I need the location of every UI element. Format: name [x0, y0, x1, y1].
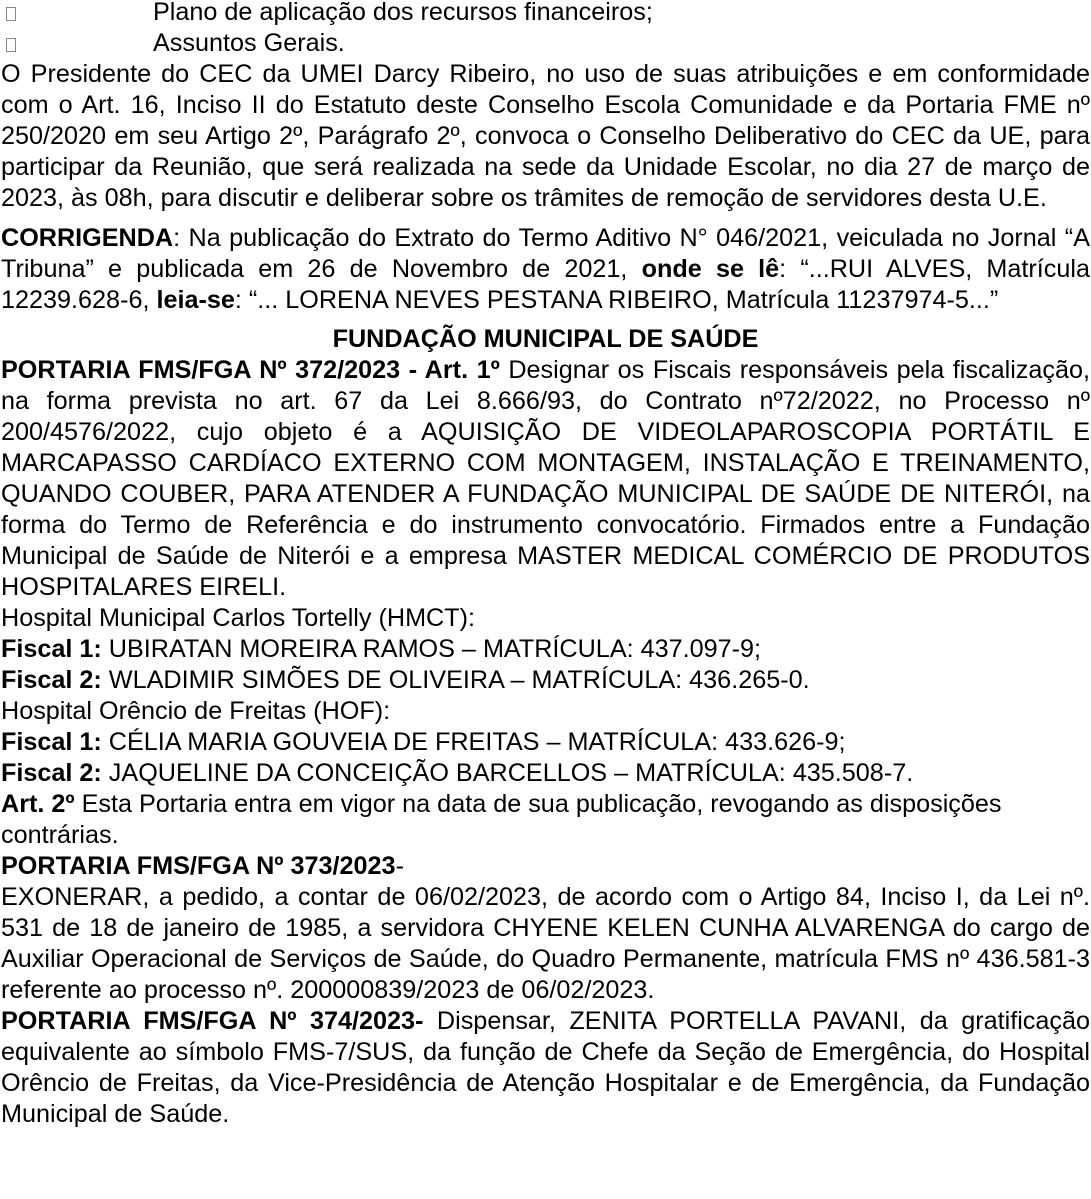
onde-se-le-label: onde se lê — [641, 255, 780, 283]
portaria-373-dash: - — [395, 852, 404, 880]
bullet-box-icon — [6, 7, 16, 21]
hof-fiscal-2 — [1, 758, 1090, 789]
fiscal-value: WLADIMIR SIMÕES DE OLIVEIRA – MATRÍCULA: 436.265-0. — [101, 666, 810, 694]
art-2-text: Esta Portaria entra em vigor na data de sua publicação, revogando as disposições contrárias. — [1, 790, 1002, 849]
leia-se-label: leia-se — [156, 286, 235, 314]
portaria-374-paragraph — [1, 1006, 1090, 1130]
list-item — [1, 0, 1090, 28]
corrigenda-label: CORRIGENDA — [1, 224, 174, 252]
hof-fiscal-1 — [1, 727, 1090, 758]
corrigenda-text-3: : “... LORENA NEVES PESTANA RIBEIRO, Matrícula 11237974-5...” — [234, 286, 999, 314]
fiscal-label: Fiscal 1: — [1, 635, 102, 663]
bullet-box-icon — [6, 38, 16, 52]
portaria-373-heading: PORTARIA FMS/FGA Nº 373/2023 — [1, 852, 396, 880]
portaria-373-text: EXONERAR, a pedido, a contar de 06/02/2023, de acordo com o Artigo 84, Inciso I, da Lei nº. 531 de 18 de janeiro de 1985, a servidora CHYENE KELEN CUNHA ALVARENGA do cargo de Auxiliar Operacional de Serviços de Saúde, do Quadro Permanente, matrícula FMS nº 436.581-3 referente ao processo nº. 200000839/2023 de 06/02/2023. — [1, 883, 1090, 1004]
portaria-372-heading: PORTARIA FMS/FGA Nº 372/2023 - Art. 1º — [1, 356, 500, 384]
fiscal-value: CÉLIA MARIA GOUVEIA DE FREITAS – MATRÍCULA: 433.626-9; — [101, 728, 846, 756]
hmct-fiscal-1 — [1, 634, 1090, 665]
portaria-374-heading: PORTARIA FMS/FGA Nº 374/2023- — [1, 1007, 424, 1035]
corrigenda-text-2: : “...RUI ALVES, Matrícula 12239.628-6, — [1, 255, 1091, 314]
portaria-372-text: Designar os Fiscais responsáveis pela fiscalização, na forma prevista no art. 67 da Lei 8.666/93, do Contrato nº72/2022, no Processo nº 200/4576/2022, cujo objeto é a AQUISIÇÃO DE VIDEOLAPAROSCOPIA PORTÁTIL E MARCAPASSO CARDÍACO EXTERNO COM MONTAGEM, INSTALAÇÃO E TREINAMENTO, QUANDO COUBER, PARA ATENDER A FUNDAÇÃO MUNICIPAL DE SAÚDE DE NITERÓI, na forma do Termo de Referência e do instrumento convocatório. Firmados entre a Fundação Municipal de Saúde de Niterói e a empresa MASTER MEDICAL COMÉRCIO DE PRODUTOS HOSPITALARES EIRELI. — [1, 356, 1090, 601]
fiscal-label: Fiscal 2: — [1, 759, 102, 787]
section-title: FUNDAÇÃO MUNICIPAL DE SAÚDE — [332, 325, 759, 353]
hmct-fiscal-2 — [1, 665, 1090, 696]
portaria-372-paragraph — [1, 355, 1090, 603]
hospital-hof-heading: Hospital Orêncio de Freitas (HOF): — [1, 697, 391, 725]
hospital-hmct-heading: Hospital Municipal Carlos Tortelly (HMCT): — [1, 604, 476, 632]
list-item-text: Assuntos Gerais. — [153, 29, 345, 57]
corrigenda-paragraph — [1, 223, 1090, 316]
portaria-373-heading-line — [1, 851, 1090, 882]
list-item-text: Plano de aplicação dos recursos financeiros; — [153, 0, 653, 26]
list-item — [1, 28, 1090, 59]
portaria-374-text: Dispensar, ZENITA PORTELLA PAVANI, da gratificação equivalente ao símbolo FMS-7/SUS, da função de Chefe da Seção de Emergência, do Hospital Orêncio de Freitas, da Vice-Presidência de Atenção Hospitalar e de Emergência, da Fundação Municipal de Saúde. — [1, 1007, 1091, 1128]
fiscal-value: JAQUELINE DA CONCEIÇÃO BARCELLOS – MATRÍCULA: 435.508-7. — [101, 759, 914, 787]
art-2-paragraph — [1, 789, 1090, 851]
fiscal-value: UBIRATAN MOREIRA RAMOS – MATRÍCULA: 437.097-9; — [101, 635, 762, 663]
fiscal-label: Fiscal 1: — [1, 728, 102, 756]
corrigenda-text-1: : Na publicação do Extrato do Termo Aditivo N° 046/2021, veiculada no Jornal “A Tribuna” e publicada em 26 de Novembro de 2021, — [1, 224, 1090, 283]
cec-convocation-paragraph: O Presidente do CEC da UMEI Darcy Ribeiro, no uso de suas atribuições e em conformidade com o Art. 16, Inciso II do Estatuto deste Conselho Escola Comunidade e da Portaria FME nº 250/2020 em seu Artigo 2º, Parágrafo 2º, convoca o Conselho Deliberativo do CEC da UE, para participar da Reunião, que será realizada na sede da Unidade Escolar, no dia 27 de março de 2023, às 08h, para discutir e deliberar sobre os trâmites de remoção de servidores desta U.E. — [1, 60, 1090, 212]
art-2-label: Art. 2º — [1, 790, 75, 818]
fiscal-label: Fiscal 2: — [1, 666, 102, 694]
